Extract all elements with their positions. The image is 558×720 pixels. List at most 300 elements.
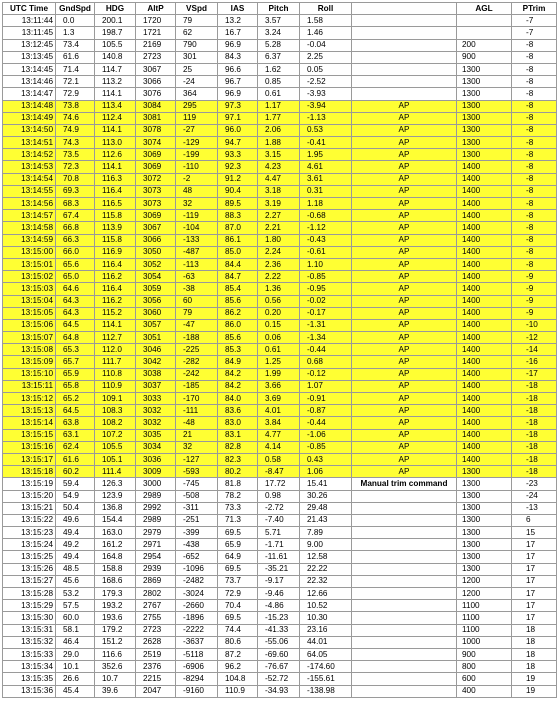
cell-utc-time: 13:14:58 [3, 222, 56, 234]
cell-roll: 22.32 [300, 575, 352, 587]
cell-pitch: -15.23 [258, 612, 300, 624]
cell-agl: 1400 [457, 295, 512, 307]
cell-ptrim: 19 [512, 673, 557, 685]
table-row [3, 539, 557, 551]
cell-ias: 84.2 [218, 380, 258, 392]
cell-pitch: -1.71 [258, 539, 300, 551]
header-row [3, 3, 557, 15]
cell-utc-time: 13:14:47 [3, 88, 56, 100]
cell-gndspd: 61.6 [56, 453, 95, 465]
cell-ias: 82.8 [218, 441, 258, 453]
cell-vspd: -8294 [176, 673, 218, 685]
cell-vspd: -27 [176, 124, 218, 136]
cell-hdg: 116.9 [95, 246, 136, 258]
cell-pitch: -34.93 [258, 685, 300, 697]
table-row [3, 551, 557, 563]
cell-note: AP [352, 149, 457, 161]
cell-agl: 1400 [457, 161, 512, 173]
cell-utc-time: 13:14:52 [3, 149, 56, 161]
cell-vspd: -1096 [176, 563, 218, 575]
cell-utc-time: 13:15:31 [3, 624, 56, 636]
cell-gndspd: 73.5 [56, 149, 95, 161]
cell-utc-time: 13:14:54 [3, 173, 56, 185]
cell-utc-time: 13:15:24 [3, 539, 56, 551]
cell-vspd: -745 [176, 478, 218, 490]
cell-vspd: -170 [176, 393, 218, 405]
cell-note: AP [352, 356, 457, 368]
cell-vspd: -113 [176, 258, 218, 270]
cell-vspd: -5118 [176, 648, 218, 660]
cell-vspd: 25 [176, 63, 218, 75]
cell-note [352, 88, 457, 100]
table-row [3, 27, 557, 39]
cell-vspd: -3637 [176, 636, 218, 648]
cell-roll: 22.22 [300, 563, 352, 575]
cell-ias: 16.7 [218, 27, 258, 39]
table-row [3, 76, 557, 88]
cell-roll: 30.26 [300, 490, 352, 502]
cell-note [352, 588, 457, 600]
cell-agl: 1400 [457, 271, 512, 283]
cell-pitch: 4.77 [258, 429, 300, 441]
table-row [3, 527, 557, 539]
cell-note: AP [352, 453, 457, 465]
cell-note: AP [352, 210, 457, 222]
cell-utc-time: 13:14:48 [3, 100, 56, 112]
cell-roll: -0.17 [300, 307, 352, 319]
cell-note [352, 551, 457, 563]
cell-vspd: -133 [176, 234, 218, 246]
cell-ptrim: -8 [512, 210, 557, 222]
cell-gndspd: 74.3 [56, 137, 95, 149]
cell-note [352, 563, 457, 575]
cell-hdg: 112.0 [95, 344, 136, 356]
cell-utc-time: 13:14:55 [3, 185, 56, 197]
table-row [3, 295, 557, 307]
cell-utc-time: 13:15:29 [3, 600, 56, 612]
cell-altp: 3066 [136, 234, 176, 246]
cell-ias: 86.0 [218, 319, 258, 331]
cell-agl: 1300 [457, 124, 512, 136]
cell-ptrim: -8 [512, 100, 557, 112]
cell-vspd: -508 [176, 490, 218, 502]
cell-gndspd: 72.3 [56, 161, 95, 173]
cell-ptrim: -13 [512, 502, 557, 514]
table-row [3, 575, 557, 587]
cell-vspd: -487 [176, 246, 218, 258]
cell-pitch: 3.19 [258, 198, 300, 210]
table-row [3, 283, 557, 295]
cell-ias: 84.4 [218, 258, 258, 270]
cell-gndspd: 26.6 [56, 673, 95, 685]
cell-ptrim: 17 [512, 551, 557, 563]
cell-gndspd: 67.4 [56, 210, 95, 222]
cell-ias: 70.4 [218, 600, 258, 612]
cell-gndspd: 74.6 [56, 112, 95, 124]
cell-hdg: 110.9 [95, 380, 136, 392]
cell-gndspd: 72.1 [56, 76, 95, 88]
cell-ias: 80.2 [218, 466, 258, 478]
cell-note: AP [352, 137, 457, 149]
table-row [3, 63, 557, 75]
cell-agl: 1400 [457, 307, 512, 319]
cell-vspd: -2482 [176, 575, 218, 587]
cell-roll: 1.95 [300, 149, 352, 161]
cell-ias: 97.1 [218, 112, 258, 124]
cell-roll: -1.13 [300, 112, 352, 124]
cell-agl: 1300 [457, 466, 512, 478]
cell-utc-time: 13:14:56 [3, 198, 56, 210]
cell-roll: 7.89 [300, 527, 352, 539]
cell-utc-time: 13:15:34 [3, 661, 56, 673]
cell-utc-time: 13:15:17 [3, 453, 56, 465]
cell-agl: 1100 [457, 612, 512, 624]
cell-utc-time: 13:15:10 [3, 368, 56, 380]
cell-gndspd: 58.1 [56, 624, 95, 636]
cell-note: AP [352, 161, 457, 173]
cell-vspd: -242 [176, 368, 218, 380]
cell-agl: 1300 [457, 490, 512, 502]
cell-utc-time: 13:14:45 [3, 63, 56, 75]
cell-ias: 65.9 [218, 539, 258, 551]
cell-altp: 2169 [136, 39, 176, 51]
cell-ptrim: -9 [512, 295, 557, 307]
cell-ias: 84.7 [218, 271, 258, 283]
cell-vspd: 295 [176, 100, 218, 112]
flight-data-table [2, 2, 557, 698]
cell-vspd: -185 [176, 380, 218, 392]
cell-altp: 2723 [136, 624, 176, 636]
cell-hdg: 105.1 [95, 453, 136, 465]
cell-pitch: -4.86 [258, 600, 300, 612]
table-row [3, 258, 557, 270]
cell-altp: 3000 [136, 478, 176, 490]
table-row [3, 124, 557, 136]
table-body [3, 15, 557, 698]
table-row [3, 271, 557, 283]
cell-utc-time: 13:15:08 [3, 344, 56, 356]
cell-ias: 73.7 [218, 575, 258, 587]
cell-agl: 1300 [457, 112, 512, 124]
cell-ptrim: -14 [512, 344, 557, 356]
cell-pitch: 3.15 [258, 149, 300, 161]
cell-ptrim: -8 [512, 137, 557, 149]
cell-roll: 1.58 [300, 15, 352, 27]
cell-hdg: 111.7 [95, 356, 136, 368]
cell-utc-time: 13:15:16 [3, 441, 56, 453]
cell-pitch: -35.21 [258, 563, 300, 575]
cell-roll: 4.61 [300, 161, 352, 173]
cell-vspd: 119 [176, 112, 218, 124]
cell-ias: 83.1 [218, 429, 258, 441]
cell-ptrim: 15 [512, 527, 557, 539]
cell-altp: 2519 [136, 648, 176, 660]
cell-roll: 9.00 [300, 539, 352, 551]
cell-note: AP [352, 332, 457, 344]
cell-note: AP [352, 222, 457, 234]
table-row [3, 661, 557, 673]
cell-hdg: 114.1 [95, 124, 136, 136]
cell-ptrim: -18 [512, 441, 557, 453]
cell-altp: 3057 [136, 319, 176, 331]
cell-note [352, 685, 457, 697]
cell-ias: 72.9 [218, 588, 258, 600]
cell-ptrim: -18 [512, 466, 557, 478]
cell-roll: 21.43 [300, 514, 352, 526]
cell-gndspd: 64.3 [56, 295, 95, 307]
cell-hdg: 114.1 [95, 161, 136, 173]
cell-hdg: 136.8 [95, 502, 136, 514]
cell-vspd: -9160 [176, 685, 218, 697]
cell-roll: -0.02 [300, 295, 352, 307]
cell-vspd: -199 [176, 149, 218, 161]
cell-agl: 1300 [457, 514, 512, 526]
cell-ias: 91.2 [218, 173, 258, 185]
cell-note: AP [352, 271, 457, 283]
cell-ias: 82.3 [218, 453, 258, 465]
cell-hdg: 114.1 [95, 319, 136, 331]
cell-agl: 1300 [457, 88, 512, 100]
cell-note [352, 63, 457, 75]
cell-gndspd: 64.6 [56, 283, 95, 295]
cell-roll: -0.85 [300, 271, 352, 283]
cell-ias: 80.6 [218, 636, 258, 648]
cell-pitch: 2.21 [258, 222, 300, 234]
cell-pitch: 0.20 [258, 307, 300, 319]
cell-pitch: -55.06 [258, 636, 300, 648]
cell-vspd: -438 [176, 539, 218, 551]
cell-altp: 3038 [136, 368, 176, 380]
cell-altp: 2802 [136, 588, 176, 600]
cell-altp: 3037 [136, 380, 176, 392]
cell-agl: 900 [457, 648, 512, 660]
cell-ias: 86.2 [218, 307, 258, 319]
table-row [3, 356, 557, 368]
cell-utc-time: 13:15:11 [3, 380, 56, 392]
cell-agl: 1400 [457, 222, 512, 234]
cell-roll: -3.93 [300, 88, 352, 100]
cell-vspd: 301 [176, 51, 218, 63]
cell-agl: 600 [457, 673, 512, 685]
cell-altp: 3034 [136, 441, 176, 453]
cell-hdg: 116.3 [95, 173, 136, 185]
cell-utc-time: 13:15:22 [3, 514, 56, 526]
cell-vspd: 790 [176, 39, 218, 51]
cell-altp: 3069 [136, 161, 176, 173]
cell-agl: 1300 [457, 137, 512, 149]
cell-altp: 2939 [136, 563, 176, 575]
cell-note: AP [352, 441, 457, 453]
cell-gndspd: 65.3 [56, 344, 95, 356]
table-row [3, 198, 557, 210]
cell-hdg: 113.2 [95, 76, 136, 88]
cell-hdg: 154.4 [95, 514, 136, 526]
cell-note [352, 612, 457, 624]
table-row [3, 112, 557, 124]
cell-hdg: 126.3 [95, 478, 136, 490]
cell-ias: 85.6 [218, 332, 258, 344]
cell-agl: 1400 [457, 405, 512, 417]
table-row [3, 648, 557, 660]
cell-roll: 0.53 [300, 124, 352, 136]
cell-pitch: 2.36 [258, 258, 300, 270]
col-header-gndspd: GndSpd [56, 3, 95, 15]
cell-altp: 2979 [136, 527, 176, 539]
cell-agl: 1400 [457, 210, 512, 222]
cell-hdg: 116.2 [95, 271, 136, 283]
table-row [3, 441, 557, 453]
cell-roll: -1.06 [300, 429, 352, 441]
cell-ias: 78.2 [218, 490, 258, 502]
cell-pitch: 4.23 [258, 161, 300, 173]
table-row [3, 673, 557, 685]
cell-roll: -1.34 [300, 332, 352, 344]
cell-ptrim: -8 [512, 88, 557, 100]
cell-roll: -0.04 [300, 39, 352, 51]
cell-ptrim: -8 [512, 76, 557, 88]
cell-utc-time: 13:14:50 [3, 124, 56, 136]
cell-note: AP [352, 258, 457, 270]
cell-ptrim: -8 [512, 173, 557, 185]
cell-gndspd: 66.8 [56, 222, 95, 234]
cell-gndspd: 63.1 [56, 429, 95, 441]
cell-gndspd: 61.6 [56, 51, 95, 63]
cell-hdg: 107.2 [95, 429, 136, 441]
table-row [3, 600, 557, 612]
cell-vspd: -2660 [176, 600, 218, 612]
cell-hdg: 116.4 [95, 283, 136, 295]
cell-pitch: 2.27 [258, 210, 300, 222]
cell-altp: 2767 [136, 600, 176, 612]
cell-utc-time: 13:13:45 [3, 51, 56, 63]
cell-note: AP [352, 307, 457, 319]
cell-ptrim: -8 [512, 246, 557, 258]
cell-altp: 3073 [136, 198, 176, 210]
cell-ptrim: 18 [512, 636, 557, 648]
cell-agl: 1200 [457, 575, 512, 587]
cell-pitch: 1.25 [258, 356, 300, 368]
cell-hdg: 39.6 [95, 685, 136, 697]
cell-gndspd: 49.6 [56, 514, 95, 526]
cell-ptrim: -18 [512, 405, 557, 417]
cell-gndspd: 64.5 [56, 405, 95, 417]
cell-roll: -0.44 [300, 344, 352, 356]
table-row [3, 368, 557, 380]
cell-ptrim: -18 [512, 453, 557, 465]
cell-note: AP [352, 283, 457, 295]
cell-altp: 3035 [136, 429, 176, 441]
cell-ias: 85.3 [218, 344, 258, 356]
cell-ptrim: -18 [512, 380, 557, 392]
cell-ptrim: -18 [512, 417, 557, 429]
cell-utc-time: 13:15:05 [3, 307, 56, 319]
cell-vspd: -399 [176, 527, 218, 539]
cell-altp: 3078 [136, 124, 176, 136]
cell-roll: -0.12 [300, 368, 352, 380]
cell-roll: -174.60 [300, 661, 352, 673]
cell-agl: 1300 [457, 63, 512, 75]
cell-altp: 3032 [136, 405, 176, 417]
cell-vspd: -119 [176, 210, 218, 222]
cell-altp: 3084 [136, 100, 176, 112]
cell-agl: 800 [457, 661, 512, 673]
cell-utc-time: 13:14:53 [3, 161, 56, 173]
cell-gndspd: 73.4 [56, 39, 95, 51]
cell-utc-time: 13:15:03 [3, 283, 56, 295]
cell-hdg: 115.8 [95, 210, 136, 222]
cell-altp: 2755 [136, 612, 176, 624]
cell-vspd: -225 [176, 344, 218, 356]
cell-gndspd: 54.9 [56, 490, 95, 502]
cell-utc-time: 13:15:18 [3, 466, 56, 478]
cell-agl [457, 15, 512, 27]
table-row [3, 636, 557, 648]
cell-agl: 1300 [457, 502, 512, 514]
cell-note [352, 27, 457, 39]
cell-pitch: -8.47 [258, 466, 300, 478]
cell-gndspd: 64.3 [56, 307, 95, 319]
cell-ptrim: -10 [512, 319, 557, 331]
cell-ias: 74.4 [218, 624, 258, 636]
table-row [3, 429, 557, 441]
cell-pitch: 5.28 [258, 39, 300, 51]
cell-ptrim: -8 [512, 112, 557, 124]
cell-altp: 3032 [136, 417, 176, 429]
cell-hdg: 114.7 [95, 63, 136, 75]
cell-ias: 85.4 [218, 283, 258, 295]
cell-agl: 1400 [457, 393, 512, 405]
cell-utc-time: 13:15:19 [3, 478, 56, 490]
cell-utc-time: 13:15:23 [3, 527, 56, 539]
cell-utc-time: 13:15:04 [3, 295, 56, 307]
cell-vspd: -6906 [176, 661, 218, 673]
cell-gndspd: 62.4 [56, 441, 95, 453]
cell-pitch: 6.37 [258, 51, 300, 63]
cell-utc-time: 13:15:12 [3, 393, 56, 405]
cell-pitch: -7.40 [258, 514, 300, 526]
cell-note [352, 575, 457, 587]
cell-roll: 3.61 [300, 173, 352, 185]
cell-pitch: 17.72 [258, 478, 300, 490]
cell-hdg: 161.2 [95, 539, 136, 551]
table-row [3, 137, 557, 149]
cell-ptrim: -8 [512, 185, 557, 197]
cell-agl: 1300 [457, 539, 512, 551]
cell-agl: 1100 [457, 624, 512, 636]
cell-roll: 10.52 [300, 600, 352, 612]
table-row [3, 588, 557, 600]
cell-vspd: -24 [176, 76, 218, 88]
cell-roll: -0.61 [300, 246, 352, 258]
cell-note: AP [352, 429, 457, 441]
cell-ptrim: -8 [512, 124, 557, 136]
cell-utc-time: 13:15:06 [3, 319, 56, 331]
table-row [3, 319, 557, 331]
cell-gndspd: 69.3 [56, 185, 95, 197]
cell-roll: 1.06 [300, 466, 352, 478]
cell-note [352, 514, 457, 526]
cell-note [352, 673, 457, 685]
cell-altp: 2992 [136, 502, 176, 514]
cell-ias: 92.3 [218, 161, 258, 173]
col-header-roll: Roll [300, 3, 352, 15]
cell-vspd: 364 [176, 88, 218, 100]
cell-ptrim: 18 [512, 661, 557, 673]
table-row [3, 332, 557, 344]
cell-ias: 96.7 [218, 76, 258, 88]
cell-utc-time: 13:14:57 [3, 210, 56, 222]
cell-vspd: 48 [176, 185, 218, 197]
